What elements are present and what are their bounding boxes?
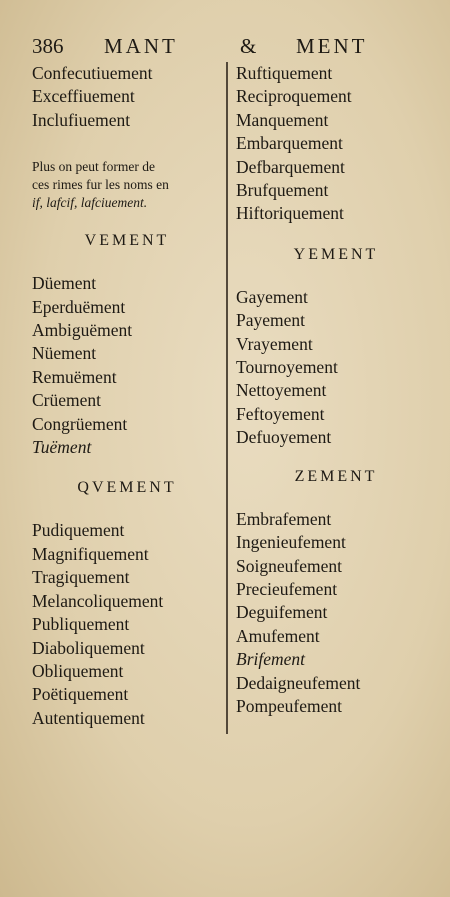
word-entry: Eperduëment: [32, 296, 126, 317]
word-entry: Soigneufement: [236, 555, 342, 576]
word-entry: Ruftiquement: [236, 63, 333, 83]
word-entry: Deguifement: [236, 602, 328, 623]
page-header: [0, 34, 450, 62]
word-entry: Payement: [236, 310, 306, 331]
word-entry: Embrafement: [236, 508, 332, 529]
word-entry: Congrüement: [32, 413, 128, 434]
word-entry: Autentiquement: [32, 707, 145, 728]
word-list: [236, 286, 436, 450]
word-entry: Crüement: [32, 390, 102, 411]
word-entry: Amufement: [236, 625, 320, 646]
word-entry: Melancoliquement: [32, 590, 164, 611]
word-entry: Reciproquement: [236, 86, 352, 107]
left-column: [32, 62, 222, 730]
word-entry: Tournoyement: [236, 357, 338, 378]
section-heading: VEMENT: [84, 232, 170, 250]
word-entry: Defuoyement: [236, 427, 332, 448]
word-entry: Embarquement: [236, 133, 343, 154]
word-entry: Poëtiquement: [32, 684, 129, 705]
word-entry: Publiquement: [32, 614, 130, 635]
column-divider: [226, 62, 228, 734]
word-entry: Dedaigneufement: [236, 672, 361, 693]
section-heading: ZEMENT: [294, 467, 378, 485]
word-entry: Defbarquement: [236, 156, 345, 177]
word-entry: Remuëment: [32, 366, 117, 387]
word-entry: Obliquement: [32, 660, 124, 681]
word-list: [32, 272, 222, 459]
word-entry: Brufquement: [236, 180, 329, 201]
word-entry-italic: Tuëment: [32, 437, 92, 458]
word-entry: Ambiguëment: [32, 320, 133, 341]
word-entry: Diaboliquement: [32, 637, 145, 658]
word-entry: Exceffiuement: [32, 86, 135, 107]
section-heading: YEMENT: [293, 245, 379, 263]
word-entry: Confecutiuement: [32, 63, 153, 83]
running-head-left: MANT: [104, 34, 178, 58]
note-line: if, lafcif, lafciuement.: [32, 195, 148, 211]
word-entry: Precieufement: [236, 578, 338, 599]
word-entry: Düement: [32, 273, 97, 294]
word-entry: Gayement: [236, 286, 308, 307]
word-entry: Pudiquement: [32, 520, 125, 541]
word-entry: Magnifiquement: [32, 543, 149, 564]
word-entry: Manquement: [236, 109, 329, 130]
word-entry: Tragiquement: [32, 567, 130, 588]
right-column: [236, 62, 436, 718]
running-head-right: MENT: [296, 34, 368, 58]
running-head-ampersand: &: [240, 34, 257, 58]
word-entry: Nüement: [32, 343, 97, 364]
word-entry: Ingenieufement: [236, 532, 346, 553]
note-line: ces rimes fur les noms en: [32, 177, 169, 193]
word-entry: Feftoyement: [236, 403, 325, 424]
page-number: 386: [32, 34, 64, 58]
section-heading: QVEMENT: [77, 479, 177, 497]
word-entry: Vrayement: [236, 333, 313, 354]
word-entry: Inclufiuement: [32, 109, 131, 130]
note-line: Plus on peut former de: [32, 159, 155, 175]
word-entry-italic: Brifement: [236, 649, 306, 670]
word-list: [236, 508, 436, 719]
editorial-note: [32, 158, 222, 212]
word-list: [32, 519, 222, 730]
word-entry: Hiftoriquement: [236, 203, 344, 224]
word-entry: Nettoyement: [236, 380, 327, 401]
word-entry: Pompeufement: [236, 695, 342, 716]
